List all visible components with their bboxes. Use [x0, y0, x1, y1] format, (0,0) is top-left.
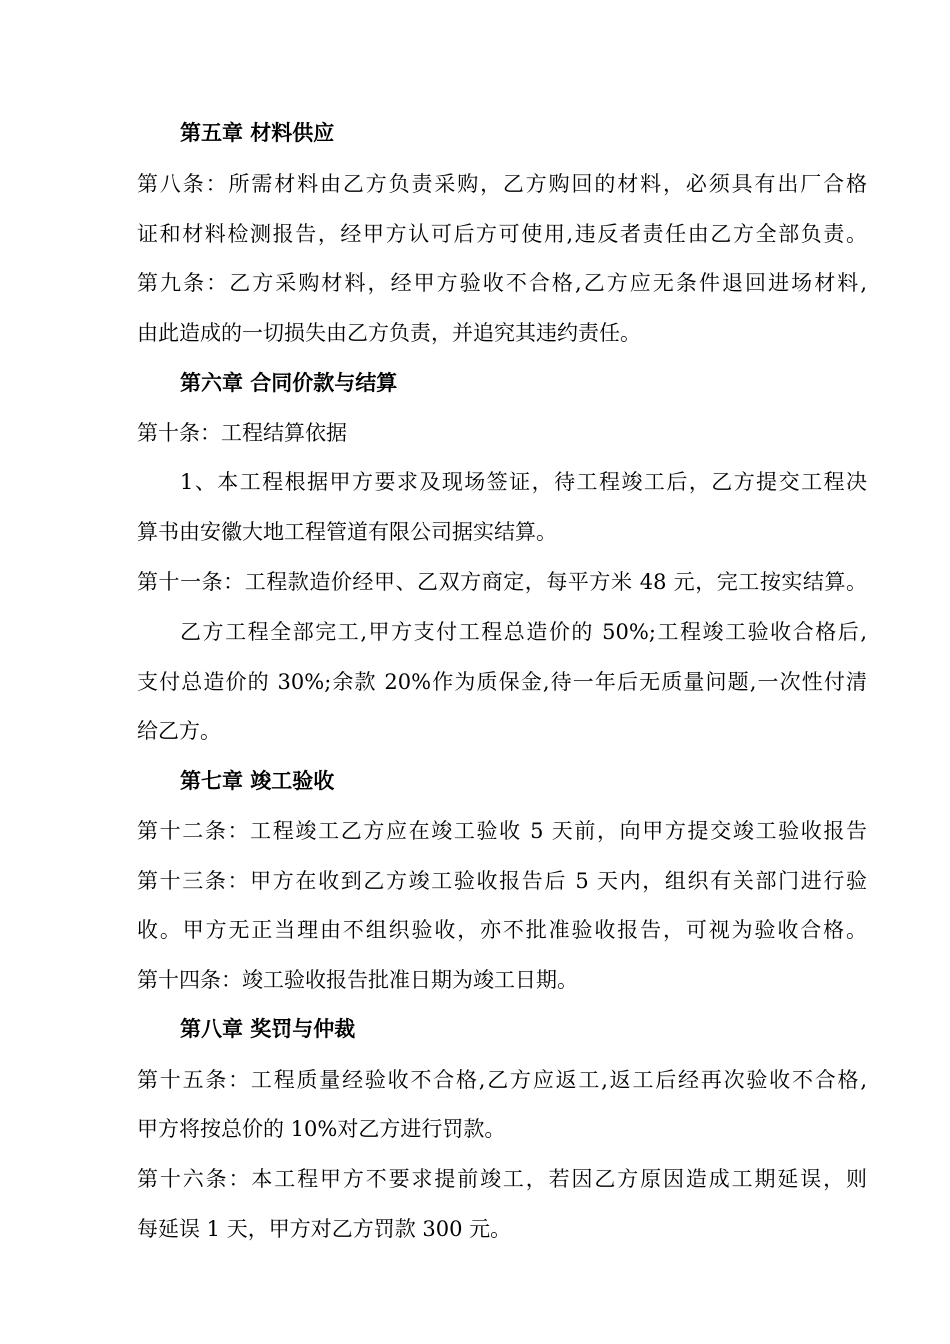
article-13-line-1: 第十三条：甲方在收到乙方竣工验收报告后 5 天内，组织有关部门进行验 — [137, 869, 867, 893]
article-8-line-1: 第八条：所需材料由乙方负责采购，乙方购回的材料，必须具有出厂合格 — [137, 172, 867, 196]
payment-line-2: 支付总造价的 30%;余款 20%作为质保金,待一年后无质量问题,一次性付清 — [137, 670, 867, 694]
article-12: 第十二条：工程竣工乙方应在竣工验收 5 天前，向甲方提交竣工验收报告 — [137, 819, 867, 843]
article-15-line-1: 第十五条：工程质量经验收不合格,乙方应返工,返工后经再次验收不合格, — [137, 1068, 867, 1092]
article-8-line-2: 证和材料检测报告，经甲方认可后方可使用,违反者责任由乙方全部负责。 — [137, 222, 867, 246]
article-13-line-2: 收。甲方无正当理由不组织验收，亦不批准验收报告，可视为验收合格。 — [137, 918, 867, 942]
article-16-line-2: 每延误 1 天，甲方对乙方罚款 300 元。 — [137, 1217, 512, 1241]
item-1-line-2: 算书由安徽大地工程管道有限公司据实结算。 — [137, 520, 557, 544]
article-9-line-2: 由此造成的一切损失由乙方负责，并追究其违约责任。 — [137, 321, 641, 345]
article-16-line-1: 第十六条：本工程甲方不要求提前竣工，若因乙方原因造成工期延误，则 — [137, 1167, 867, 1191]
chapter-6-heading: 第六章 合同价款与结算 — [180, 370, 398, 395]
payment-line-3: 给乙方。 — [137, 719, 221, 743]
article-15-line-2: 甲方将按总价的 10%对乙方进行罚款。 — [137, 1117, 506, 1141]
chapter-7-heading: 第七章 竣工验收 — [180, 768, 335, 793]
payment-line-1: 乙方工程全部完工,甲方支付工程总造价的 50%;工程竣工验收合格后, — [180, 620, 867, 644]
chapter-5-heading: 第五章 材料供应 — [180, 120, 335, 145]
article-11: 第十一条：工程款造价经甲、乙双方商定，每平方米 48 元，完工按实结算。 — [137, 570, 867, 594]
chapter-8-heading: 第八章 奖罚与仲裁 — [180, 1016, 356, 1041]
item-1-line-1: 1、本工程根据甲方要求及现场签证，待工程竣工后，乙方提交工程决 — [180, 470, 867, 494]
article-10: 第十条：工程结算依据 — [137, 421, 347, 445]
article-9-line-1: 第九条：乙方采购材料，经甲方验收不合格,乙方应无条件退回进场材料, — [137, 271, 867, 295]
article-14: 第十四条：竣工验收报告批准日期为竣工日期。 — [137, 968, 578, 992]
